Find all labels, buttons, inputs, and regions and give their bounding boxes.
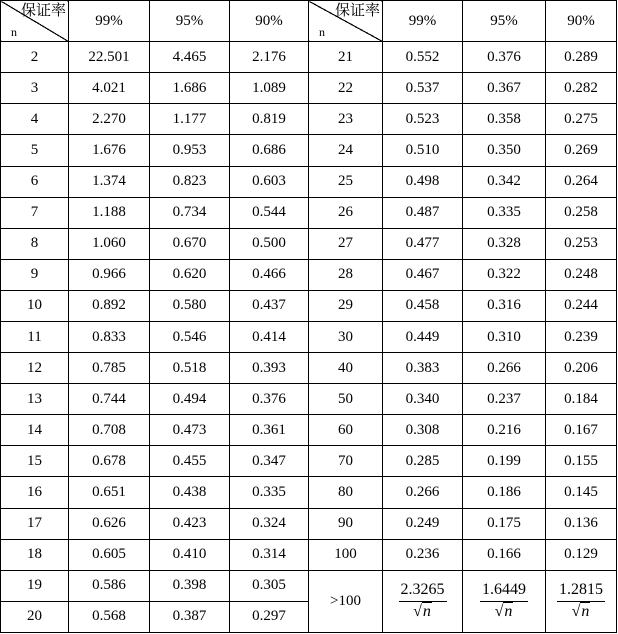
value-cell: 0.361: [230, 415, 309, 446]
value-cell: 0.305: [230, 570, 309, 601]
value-cell: 0.328: [463, 228, 546, 259]
value-cell: 2.270: [69, 104, 150, 135]
table-row: [1, 415, 617, 446]
table-row: [1, 104, 617, 135]
value-cell: 0.275: [546, 104, 617, 135]
value-cell: 1.676: [69, 135, 150, 166]
table-row: [1, 228, 617, 259]
value-cell: 0.423: [150, 508, 230, 539]
value-cell: 0.686: [230, 135, 309, 166]
value-cell: 0.410: [150, 539, 230, 570]
value-cell: 4.021: [69, 73, 150, 104]
fraction-denominator: [480, 602, 528, 620]
value-cell: 0.249: [383, 508, 463, 539]
corner-label-bottom: n: [319, 25, 325, 40]
value-cell: 0.398: [150, 570, 230, 601]
corner-label-top: 保证率: [20, 3, 66, 19]
value-cell: 0.819: [230, 104, 309, 135]
fraction-numerator: 2.3265: [399, 582, 447, 602]
n-cell: 19: [1, 570, 69, 601]
table-row: [1, 446, 617, 477]
value-cell: 0.167: [546, 415, 617, 446]
value-cell: 0.350: [463, 135, 546, 166]
value-cell: 0.308: [383, 415, 463, 446]
n-cell: 18: [1, 539, 69, 570]
value-cell: 0.586: [69, 570, 150, 601]
table-row: [1, 477, 617, 508]
value-cell: 0.206: [546, 353, 617, 384]
value-cell: 0.129: [546, 539, 617, 570]
header-95-right: 95%: [463, 1, 546, 42]
value-cell: 0.237: [463, 384, 546, 415]
fraction-formula: [480, 582, 528, 620]
value-cell: 0.744: [69, 384, 150, 415]
n-cell: 16: [1, 477, 69, 508]
table-row: [1, 570, 617, 601]
value-cell: 0.340: [383, 384, 463, 415]
value-cell: 0.297: [230, 601, 309, 632]
n-cell: 15: [1, 446, 69, 477]
n-cell: 21: [309, 42, 383, 73]
n-cell: 5: [1, 135, 69, 166]
value-cell: 0.414: [230, 321, 309, 352]
value-cell: 0.310: [463, 321, 546, 352]
n-cell: 7: [1, 197, 69, 228]
n-cell: 2: [1, 42, 69, 73]
table-row: [1, 42, 617, 73]
value-cell: 0.282: [546, 73, 617, 104]
value-cell: 1.374: [69, 166, 150, 197]
variable-n: n: [581, 603, 590, 621]
n-cell: 22: [309, 73, 383, 104]
value-cell: 0.244: [546, 290, 617, 321]
value-cell: 0.175: [463, 508, 546, 539]
value-cell: 0.438: [150, 477, 230, 508]
value-cell: 0.734: [150, 197, 230, 228]
value-cell: 0.258: [546, 197, 617, 228]
value-cell: 0.347: [230, 446, 309, 477]
value-cell: 0.620: [150, 259, 230, 290]
value-cell: 0.236: [383, 539, 463, 570]
formula-cell-99: [383, 570, 463, 632]
n-cell: 3: [1, 73, 69, 104]
n-cell: 17: [1, 508, 69, 539]
header-95-left: 95%: [150, 1, 230, 42]
n-cell: 40: [309, 353, 383, 384]
header-row: [1, 1, 617, 42]
table-row: [1, 508, 617, 539]
fraction-formula: [399, 582, 447, 620]
value-cell: 0.544: [230, 197, 309, 228]
value-cell: 0.626: [69, 508, 150, 539]
variable-n: n: [504, 603, 513, 621]
value-cell: 0.449: [383, 321, 463, 352]
n-cell: 25: [309, 166, 383, 197]
value-cell: 0.387: [150, 601, 230, 632]
n-cell-over-100: >100: [309, 570, 383, 632]
value-cell: 0.670: [150, 228, 230, 259]
value-cell: 0.833: [69, 321, 150, 352]
value-cell: 0.823: [150, 166, 230, 197]
value-cell: 0.498: [383, 166, 463, 197]
value-cell: 0.266: [463, 353, 546, 384]
value-cell: 0.518: [150, 353, 230, 384]
value-cell: 0.966: [69, 259, 150, 290]
n-cell: 24: [309, 135, 383, 166]
value-cell: 0.892: [69, 290, 150, 321]
value-cell: 0.473: [150, 415, 230, 446]
formula-cell-95: [463, 570, 546, 632]
value-cell: 0.342: [463, 166, 546, 197]
variable-n: n: [422, 603, 431, 621]
header-99-right: 99%: [383, 1, 463, 42]
n-cell: 29: [309, 290, 383, 321]
table-row: [1, 384, 617, 415]
value-cell: 0.166: [463, 539, 546, 570]
value-cell: 1.177: [150, 104, 230, 135]
square-root-symbol: √: [494, 603, 504, 621]
value-cell: 0.239: [546, 321, 617, 352]
header-99-left: 99%: [69, 1, 150, 42]
value-cell: 0.367: [463, 73, 546, 104]
table-row: [1, 290, 617, 321]
table-row: [1, 197, 617, 228]
value-cell: 0.785: [69, 353, 150, 384]
value-cell: 0.605: [69, 539, 150, 570]
formula-cell-90: [546, 570, 617, 632]
value-cell: 0.953: [150, 135, 230, 166]
value-cell: 2.176: [230, 42, 309, 73]
value-cell: 0.376: [230, 384, 309, 415]
value-cell: 0.537: [383, 73, 463, 104]
value-cell: 0.316: [463, 290, 546, 321]
n-cell: 70: [309, 446, 383, 477]
header-90-right: 90%: [546, 1, 617, 42]
n-cell: 14: [1, 415, 69, 446]
n-cell: 9: [1, 259, 69, 290]
n-cell: 6: [1, 166, 69, 197]
value-cell: 0.324: [230, 508, 309, 539]
value-cell: 0.264: [546, 166, 617, 197]
value-cell: 0.494: [150, 384, 230, 415]
n-cell: 13: [1, 384, 69, 415]
value-cell: 0.335: [463, 197, 546, 228]
value-cell: 0.314: [230, 539, 309, 570]
square-root-symbol: √: [413, 603, 422, 621]
header-90-left: 90%: [230, 1, 309, 42]
value-cell: 0.708: [69, 415, 150, 446]
n-cell: 4: [1, 104, 69, 135]
n-cell: 20: [1, 601, 69, 632]
value-cell: 0.393: [230, 353, 309, 384]
value-cell: 0.253: [546, 228, 617, 259]
value-cell: 0.603: [230, 166, 309, 197]
table-row: [1, 73, 617, 104]
value-cell: 0.199: [463, 446, 546, 477]
value-cell: 0.335: [230, 477, 309, 508]
value-cell: 0.580: [150, 290, 230, 321]
corner-label-top: 保证率: [334, 3, 380, 19]
value-cell: 1.188: [69, 197, 150, 228]
corner-header-left: [1, 1, 69, 42]
value-cell: 0.552: [383, 42, 463, 73]
fraction-numerator: 1.2815: [557, 582, 605, 602]
value-cell: 1.089: [230, 73, 309, 104]
value-cell: 0.216: [463, 415, 546, 446]
table-row: [1, 166, 617, 197]
value-cell: 0.136: [546, 508, 617, 539]
value-cell: 0.289: [546, 42, 617, 73]
value-cell: 0.477: [383, 228, 463, 259]
n-cell: 80: [309, 477, 383, 508]
n-cell: 50: [309, 384, 383, 415]
n-cell: 26: [309, 197, 383, 228]
value-cell: 0.248: [546, 259, 617, 290]
value-cell: 0.155: [546, 446, 617, 477]
value-cell: 0.269: [546, 135, 617, 166]
fraction-denominator: [557, 602, 605, 620]
value-cell: 0.383: [383, 353, 463, 384]
value-cell: 0.437: [230, 290, 309, 321]
value-cell: 0.546: [150, 321, 230, 352]
value-cell: 22.501: [69, 42, 150, 73]
n-cell: 10: [1, 290, 69, 321]
n-cell: 30: [309, 321, 383, 352]
value-cell: 0.184: [546, 384, 617, 415]
value-cell: 0.568: [69, 601, 150, 632]
n-cell: 12: [1, 353, 69, 384]
value-cell: 0.500: [230, 228, 309, 259]
n-cell: 28: [309, 259, 383, 290]
fraction-formula: [557, 582, 605, 620]
value-cell: 0.285: [383, 446, 463, 477]
n-cell: 11: [1, 321, 69, 352]
value-cell: 0.186: [463, 477, 546, 508]
table-row: [1, 353, 617, 384]
square-root-symbol: √: [571, 603, 581, 621]
corner-header-right: [309, 1, 383, 42]
n-cell: 90: [309, 508, 383, 539]
value-cell: 4.465: [150, 42, 230, 73]
value-cell: 0.455: [150, 446, 230, 477]
table-row: [1, 539, 617, 570]
value-cell: 0.678: [69, 446, 150, 477]
value-cell: 1.686: [150, 73, 230, 104]
table-row: [1, 259, 617, 290]
value-cell: 0.376: [463, 42, 546, 73]
value-cell: 0.145: [546, 477, 617, 508]
value-cell: 0.510: [383, 135, 463, 166]
value-cell: 0.467: [383, 259, 463, 290]
table-row: [1, 321, 617, 352]
table-row: [1, 135, 617, 166]
value-cell: 0.358: [463, 104, 546, 135]
value-cell: 0.523: [383, 104, 463, 135]
n-cell: 23: [309, 104, 383, 135]
value-cell: 0.322: [463, 259, 546, 290]
n-cell: 8: [1, 228, 69, 259]
n-cell: 60: [309, 415, 383, 446]
value-cell: 0.458: [383, 290, 463, 321]
value-cell: 0.651: [69, 477, 150, 508]
fraction-numerator: 1.6449: [480, 582, 528, 602]
n-cell: 100: [309, 539, 383, 570]
value-cell: 0.266: [383, 477, 463, 508]
value-cell: 0.487: [383, 197, 463, 228]
corner-label-bottom: n: [11, 25, 17, 40]
n-cell: 27: [309, 228, 383, 259]
value-cell: 1.060: [69, 228, 150, 259]
fraction-denominator: [399, 602, 447, 620]
value-cell: 0.466: [230, 259, 309, 290]
